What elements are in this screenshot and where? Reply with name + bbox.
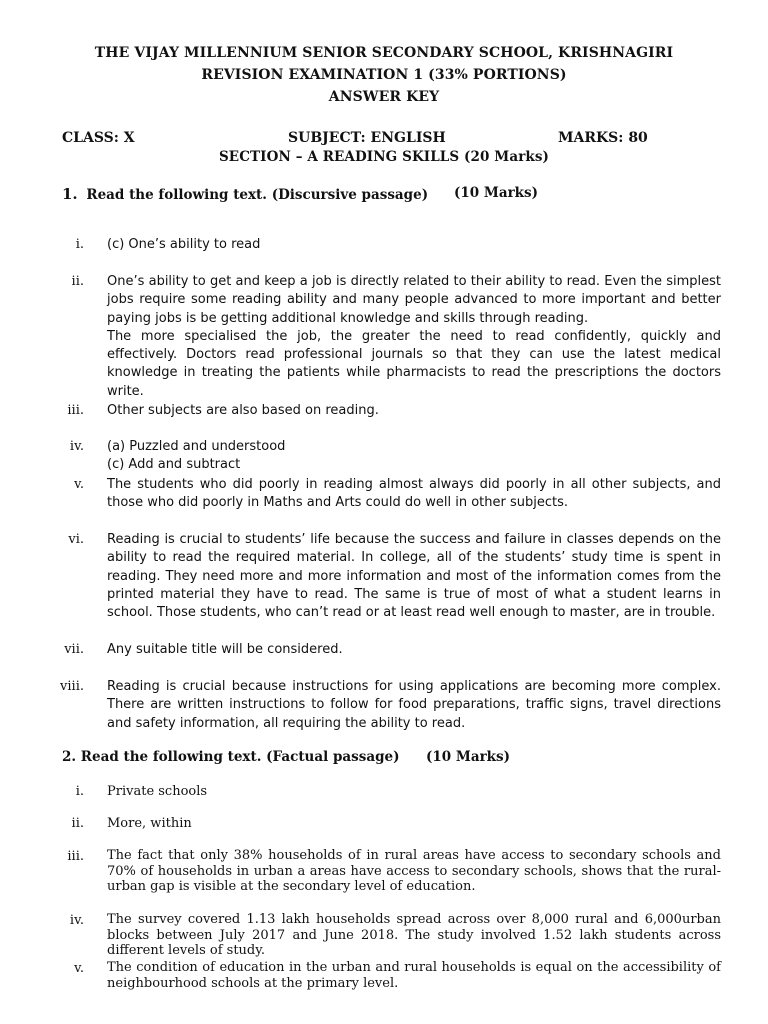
question-title: Read the following text. (Discursive passage)	[86, 187, 429, 203]
roman-numeral: i.	[75, 237, 84, 252]
question-marks: (10 Marks)	[426, 749, 511, 765]
section-title: SECTION – A READING SKILLS (20 Marks)	[218, 149, 550, 165]
roman-numeral: iii.	[67, 849, 84, 864]
roman-numeral: vi.	[68, 532, 84, 547]
answer-key-title: ANSWER KEY	[328, 89, 440, 105]
roman-numeral: ii.	[71, 816, 84, 831]
roman-numeral: iv.	[69, 439, 84, 454]
exam-title: REVISION EXAMINATION 1 (33% PORTIONS)	[201, 67, 567, 83]
roman-numeral: viii.	[60, 679, 84, 694]
question-number: 2.	[62, 749, 77, 765]
answer-text: (c) One’s ability to read	[107, 237, 261, 252]
roman-numeral: vii.	[64, 642, 84, 657]
answer-text: Other subjects are also based on reading.	[107, 403, 379, 418]
question-2-heading	[62, 749, 511, 765]
question-1-heading	[62, 185, 539, 203]
question-title: Read the following text. (Factual passage)	[80, 749, 400, 765]
answer-text: More, within	[107, 816, 192, 831]
roman-numeral: ii.	[71, 274, 84, 289]
answer-text: Any suitable title will be considered.	[107, 642, 343, 657]
roman-numeral: v.	[74, 961, 84, 976]
answer-text: Reading is crucial to students’ life because the success and failure in classes depends on the ability to read the required material. In college, all of the students’ study time is spent in reading. They need more and more information and most of the information comes from the printed material they have to read. The same is true of most of what a student learns in school. Those students, who can’t read or at least read well enough to master, are in trouble.	[107, 532, 721, 621]
class-label: CLASS: X	[62, 130, 135, 146]
answer-text: The condition of education in the urban and rural households is equal on the accessibility of neighbourhood schools at the primary level.	[107, 960, 721, 991]
answer-text: The fact that only 38% households of in rural areas have access to secondary schools and 70% of households in urban a areas have access to secondary schools, shows that the rural-urban gap is visible at the secondary level of education.	[107, 848, 721, 894]
question-number: 1.	[62, 185, 78, 203]
answer-text: The survey covered 1.13 lakh households spread across over 8,000 rural and 6,000urban blocks between July 2017 and June 2018. The study involved 1.52 lakh students across different levels of study.	[107, 912, 721, 958]
answer-text: (a) Puzzled and understood (c) Add and subtract	[107, 439, 286, 473]
roman-numeral: v.	[74, 477, 84, 492]
answer-text: The students who did poorly in reading almost always did poorly in all other subjects, and those who did poorly in Maths and Arts could do well in other subjects.	[107, 477, 721, 511]
subject-label: SUBJECT: ENGLISH	[288, 130, 446, 146]
answer-text: Private schools	[107, 784, 208, 799]
answer-text: Reading is crucial because instructions for using applications are becoming more complex. There are written instructions to follow for food preparations, traffic signs, travel directions and safety information, all requiring the ability to read.	[107, 679, 721, 731]
marks-label: MARKS: 80	[558, 130, 648, 146]
school-name: THE VIJAY MILLENNIUM SENIOR SECONDARY SCHOOL, KRISHNAGIRI	[94, 45, 674, 61]
roman-numeral: i.	[75, 784, 84, 799]
roman-numeral: iii.	[67, 403, 84, 418]
roman-numeral: iv.	[69, 913, 84, 928]
answer-text: One’s ability to get and keep a job is directly related to their ability to read. Even the simplest jobs require some reading ability and many people advanced to more important and better paying jobs is be getting additional knowledge and skills through reading. The more specialised the job, the greater the need to read confidently, quickly and effectively. Doctors read professional journals so that they can use the latest medical knowledge in treating the patients while pharmacists to read the prescriptions the doctors write.	[107, 274, 721, 399]
question-marks: (10 Marks)	[454, 185, 539, 201]
